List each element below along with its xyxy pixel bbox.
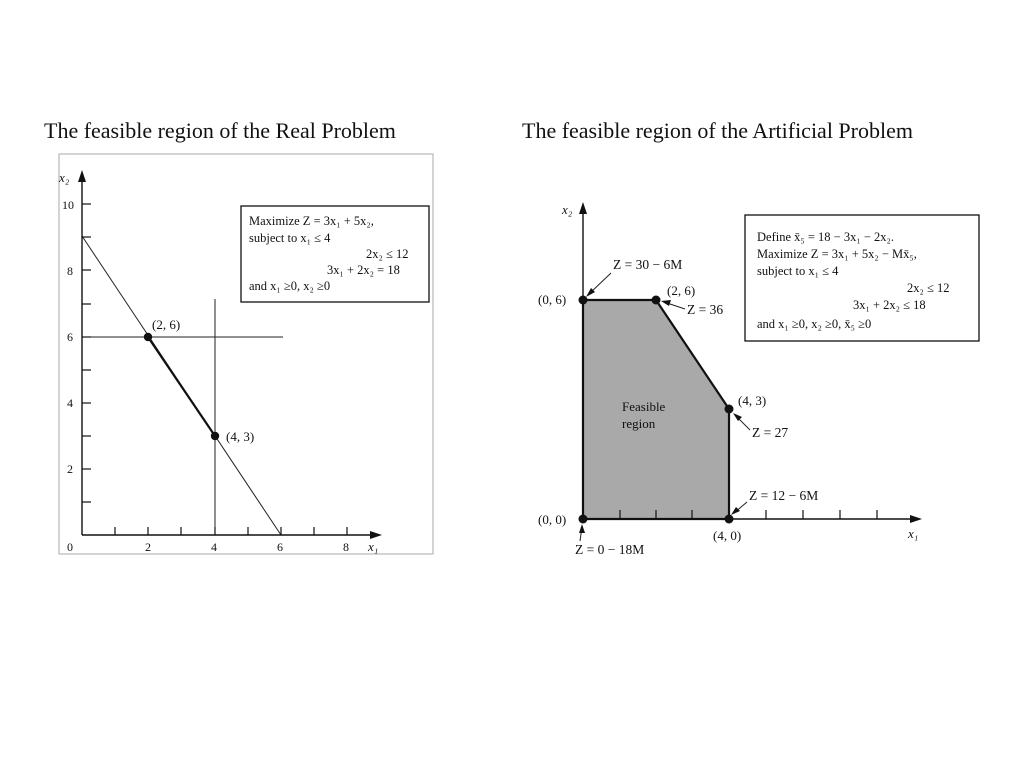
right-box-line-4: 2x₂ ≤ 12 bbox=[907, 281, 950, 295]
left-y-tick-label-2: 2 bbox=[67, 462, 73, 476]
right-vertex-label-4-0: (4, 0) bbox=[713, 528, 742, 543]
right-vertex-label-0-6: (0, 6) bbox=[538, 292, 567, 307]
left-panel bbox=[58, 154, 433, 554]
z-value-label-2-6: Z = 36 bbox=[687, 302, 724, 317]
left-box-line-5: and x₁ ≥0, x₂ ≥0 bbox=[249, 279, 331, 293]
right-vertex-4-0 bbox=[725, 515, 734, 524]
right-vertex-label-2-6: (2, 6) bbox=[667, 283, 696, 298]
right-box-line-1: Define x̄₅ = 18 − 3x₁ − 2x₂. bbox=[757, 230, 894, 244]
right-box-line-5: 3x₁ + 2x₂ ≤ 18 bbox=[853, 298, 926, 312]
left-x-tick-label-2: 2 bbox=[145, 540, 151, 554]
left-y-ticks bbox=[82, 204, 91, 502]
left-x-ticks bbox=[115, 527, 347, 535]
z-value-label-0-6: Z = 30 − 6M bbox=[613, 257, 683, 272]
feasible-region-label-line1: Feasible bbox=[622, 399, 666, 414]
left-box-line-4: 3x₁ + 2x₂ = 18 bbox=[327, 263, 400, 277]
left-point-4-3 bbox=[211, 432, 219, 440]
left-box-line-3: 2x₂ ≤ 12 bbox=[366, 247, 409, 261]
right-x-axis-label: x₁ bbox=[908, 526, 919, 541]
left-box-line-2: subject to x₁ ≤ 4 bbox=[249, 231, 331, 245]
right-vertex-2-6 bbox=[652, 296, 661, 305]
right-y-axis-label: x₂ bbox=[562, 202, 573, 217]
right-vertex-0-0 bbox=[579, 515, 588, 524]
z-value-label-4-0: Z = 12 − 6M bbox=[749, 488, 819, 503]
left-y-axis-arrow bbox=[78, 170, 86, 182]
left-x-axis-arrow bbox=[370, 531, 382, 539]
right-box-line-6: and x₁ ≥0, x₂ ≥0, x̄₅ ≥0 bbox=[757, 317, 872, 331]
left-y-tick-label-6: 6 bbox=[67, 330, 73, 344]
right-panel-title: The feasible region of the Artificial Problem bbox=[522, 118, 913, 143]
left-panel-title: The feasible region of the Real Problem bbox=[44, 118, 396, 143]
left-point-label-2-6: (2, 6) bbox=[152, 317, 181, 332]
right-vertex-label-0-0: (0, 0) bbox=[538, 512, 567, 527]
left-y-axis-label: x₂ bbox=[59, 170, 70, 185]
right-y-axis-arrow bbox=[579, 202, 587, 214]
left-y-tick-label-8: 8 bbox=[67, 264, 73, 278]
left-x-axis-label: x₁ bbox=[368, 539, 379, 554]
right-vertex-label-4-3: (4, 3) bbox=[738, 393, 767, 408]
feasible-region-label-line2: region bbox=[622, 416, 656, 431]
left-point-label-4-3: (4, 3) bbox=[226, 429, 255, 444]
left-x-tick-label-8: 8 bbox=[343, 540, 349, 554]
left-y-tick-label-4: 4 bbox=[67, 396, 73, 410]
left-x-tick-label-6: 6 bbox=[277, 540, 283, 554]
z-value-label-4-3: Z = 27 bbox=[752, 425, 789, 440]
left-x-tick-label-4: 4 bbox=[211, 540, 217, 554]
left-x-tick-label-0: 0 bbox=[67, 540, 73, 554]
left-y-tick-label-10: 10 bbox=[62, 198, 74, 212]
right-x-axis-arrow bbox=[910, 515, 922, 523]
right-box-line-3: subject to x₁ ≤ 4 bbox=[757, 264, 839, 278]
z-value-label-0-0: Z = 0 − 18M bbox=[575, 542, 645, 557]
left-box-line-1: Maximize Z = 3x₁ + 5x₂, bbox=[249, 214, 374, 228]
feasible-segment bbox=[148, 337, 215, 436]
right-vertex-4-3 bbox=[725, 405, 734, 414]
right-box-line-2: Maximize Z = 3x₁ + 5x₂ − Mx̄₅, bbox=[757, 247, 917, 261]
left-point-2-6 bbox=[144, 333, 152, 341]
right-panel bbox=[538, 202, 979, 557]
